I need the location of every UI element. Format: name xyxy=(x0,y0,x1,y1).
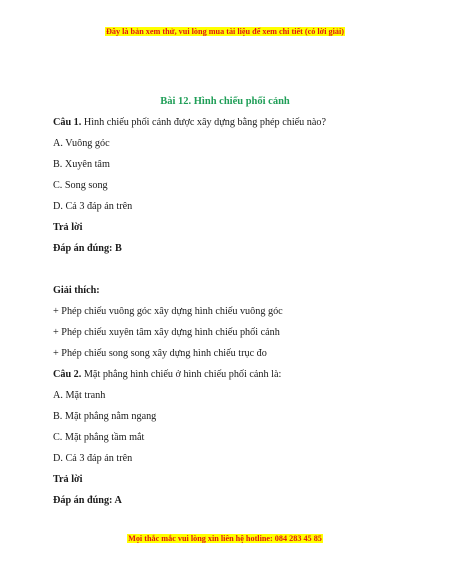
q1-option-b: B. Xuyên tâm xyxy=(53,159,110,170)
lesson-title: Bài 12. Hình chiếu phối cảnh xyxy=(160,96,290,107)
q1-answer-heading: Trả lời xyxy=(53,222,83,233)
question-2-text: Mặt phẳng hình chiếu ở hình chiếu phối cảnh là: xyxy=(83,369,282,380)
q2-option-b: B. Mặt phẳng nằm ngang xyxy=(53,411,157,422)
q2-answer-heading: Trả lời xyxy=(53,474,83,485)
q1-option-d: D. Cả 3 đáp án trên xyxy=(53,201,133,212)
q2-option-a: A. Mặt tranh xyxy=(53,390,106,401)
preview-notice-text: Đây là bản xem thử, vui lòng mua tài liệu để xem chi tiết (có lời giải) xyxy=(105,27,344,36)
q2-option-c: C. Mặt phẳng tầm mắt xyxy=(53,432,145,443)
question-1-text: Hình chiếu phối cảnh được xây dựng bằng phép chiếu nào? xyxy=(83,117,327,128)
hotline-footer-text: Mọi thắc mắc vui lòng xin liên hệ hotline: 084 283 45 85 xyxy=(128,534,322,543)
q1-option-c: C. Song song xyxy=(53,180,108,191)
hotline-footer-banner xyxy=(0,534,450,543)
question-1-label: Câu 1. xyxy=(53,117,82,128)
q1-explanation-heading: Giải thích: xyxy=(53,285,100,296)
question-1 xyxy=(53,116,326,129)
q1-explanation-line-1: + Phép chiếu vuông góc xây dựng hình chiếu vuông góc xyxy=(53,306,283,317)
q2-correct-answer: Đáp án đúng: A xyxy=(53,495,122,506)
q1-correct-answer: Đáp án đúng: B xyxy=(53,243,122,254)
q1-explanation-line-2: + Phép chiếu xuyên tâm xây dựng hình chiếu phối cảnh xyxy=(53,327,280,338)
preview-notice-banner xyxy=(0,27,450,36)
q1-option-a: A. Vuông góc xyxy=(53,138,110,149)
q1-explanation-line-3: + Phép chiếu song song xây dựng hình chiếu trục đo xyxy=(53,348,267,359)
q2-option-d: D. Cả 3 đáp án trên xyxy=(53,453,133,464)
question-2-label: Câu 2. xyxy=(53,369,82,380)
question-2 xyxy=(53,368,281,381)
